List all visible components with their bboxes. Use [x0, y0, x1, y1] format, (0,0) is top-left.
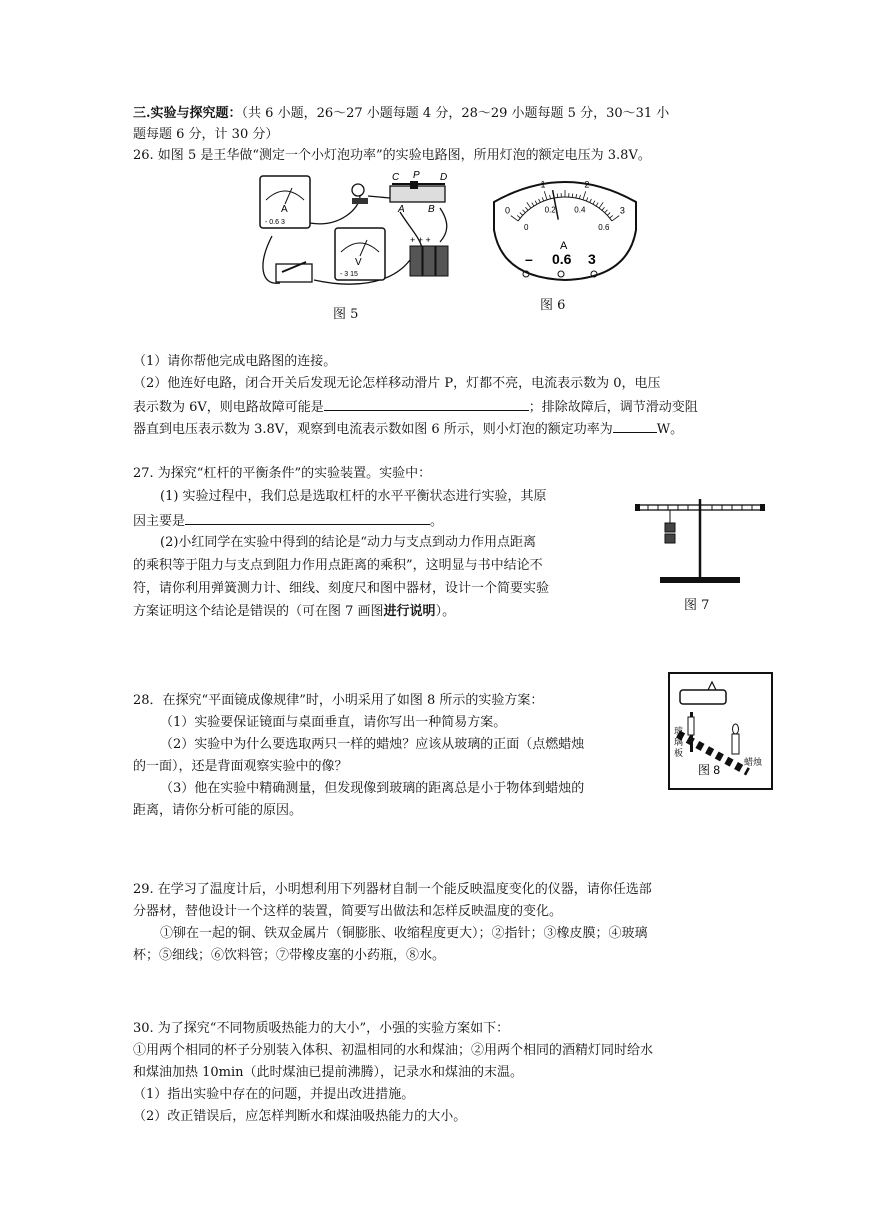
- q26-p2a: （2）他连好电路，闭合开关后发现无论怎样移动滑片 P，灯都不亮，电流表示数为 0，电压: [133, 376, 661, 391]
- section-desc-cont: 题每题 6 分，计 30 分）: [133, 127, 279, 142]
- fig7-caption: 图 7: [684, 598, 710, 613]
- section-title: 三.实验与探究题：: [133, 106, 242, 121]
- meter-terminal-3: 3: [588, 251, 596, 267]
- fig8-caption: 图 8: [698, 763, 721, 777]
- voltmeter-terminals: - 3 15: [340, 271, 358, 278]
- figure-7-lever: [630, 495, 770, 590]
- candle: [732, 734, 739, 754]
- q27-p1b: 因主要是 。: [133, 510, 443, 532]
- q28-stem: 28．在探究“平面镜成像规律”时，小明采用了如图 8 所示的实验方案：: [133, 693, 544, 708]
- q28-p2a: （2）实验中为什么要选取两只一样的蜡烛？应该从玻璃的正面（点燃蜡烛: [160, 737, 585, 752]
- q29-list2: 杯；⑤细线；⑥饮料管；⑦带橡皮塞的小药瓶，⑧水。: [133, 948, 446, 963]
- meter-tick: [572, 193, 573, 197]
- svg-text:A: A: [398, 204, 405, 215]
- q30-s2: 和煤油加热 10min（此时煤油已提前沸腾），记录水和煤油的末温。: [133, 1065, 524, 1080]
- q30-stem: 30. 为了探究“不同物质吸热能力的大小”，小强的实验方案如下：: [133, 1021, 510, 1036]
- answer-blank-power[interactable]: [613, 418, 657, 433]
- q28-p3a: （3）他在实验中精确测量，但发现像到玻璃的距离总是小于物体到蜡烛的: [160, 781, 585, 796]
- meter-terminal-neg: –: [525, 251, 533, 267]
- q26-p2c: 器直到电压表示数为 3.8V，观察到电流表示数如图 6 所示，则小灯泡的额定功率为 W。: [133, 418, 683, 440]
- battery: [410, 235, 448, 276]
- fig5-caption: 图 5: [333, 307, 359, 322]
- q28-p1: （1）实验要保证镜面与桌面垂直，请你写出一种简易方案。: [160, 715, 507, 730]
- svg-text:玻: 玻: [674, 726, 684, 736]
- q26-p1: （1）请你帮他完成电路图的连接。: [133, 354, 337, 369]
- fig6-caption: 图 6: [540, 298, 566, 313]
- meter-tick: [557, 193, 558, 197]
- meter-bottom-label: 0: [523, 222, 529, 232]
- figure-5-circuit: [250, 168, 475, 293]
- q30-p2: （2）改正错误后，应怎样判断水和煤油吸热能力的大小。: [133, 1109, 467, 1124]
- svg-text:+ + +: + + +: [410, 235, 431, 245]
- hand: [680, 690, 726, 704]
- figure-8-mirror: [668, 672, 773, 790]
- svg-text:C: C: [392, 172, 400, 183]
- meter-bottom-label: 0.6: [598, 222, 610, 232]
- svg-text:璃: 璃: [674, 737, 684, 747]
- q27-p1a: (1) 实验过程中，我们总是选取杠杆的水平平衡状态进行实验，其原: [160, 489, 547, 504]
- meter-top-label: 3: [619, 205, 625, 216]
- meter-terminal-06: 0.6: [552, 251, 572, 267]
- meter-bottom-label: 0.2: [544, 205, 556, 215]
- meter-top-label: 1: [540, 179, 546, 190]
- voltmeter-label: V: [355, 257, 362, 268]
- ammeter-label: A: [281, 204, 288, 215]
- svg-text:蜡烛: 蜡烛: [744, 757, 763, 767]
- figure-6-ammeter: [490, 160, 640, 285]
- q27-p2d: 方案证明这个结论是错误的（可在图 7 画图进行说明）。: [133, 604, 456, 619]
- hook-weight-1: [665, 523, 675, 532]
- lamp: [352, 184, 364, 196]
- answer-blank-reason[interactable]: [185, 510, 430, 525]
- q27-p2c: 符，请你利用弹簧测力计、细线、刻度尺和图中器材，设计一个简要实验: [133, 581, 550, 596]
- candle-flame: [733, 724, 739, 734]
- meter-top-label: 0: [505, 205, 511, 216]
- section-header: [133, 104, 669, 124]
- meter-unit: A: [560, 240, 568, 252]
- meter-bottom-label: 0.4: [574, 205, 586, 215]
- q29-stem1: 29. 在学习了温度计后，小明想利用下列器材自制一个能反映温度变化的仪器，请你任选部: [133, 882, 652, 897]
- q28-p3b: 距离，请你分析可能的原因。: [133, 803, 303, 818]
- svg-text:板: 板: [674, 748, 684, 758]
- ammeter-terminals: - 0.6 3: [265, 219, 285, 226]
- q27-stem: 27. 为探究“杠杆的平衡条件”的实验装置。实验中：: [133, 466, 432, 481]
- q26-stem: 26. 如图 5 是王华做“测定一个小灯泡功率”的实验电路图，所用灯泡的额定电压为 3.8V。: [133, 148, 651, 163]
- svg-text:D: D: [440, 172, 448, 183]
- q29-list1: ①铆在一起的铜、铁双金属片（铜膨胀、收缩程度更大）；②指针；③橡皮膜；④玻璃: [160, 926, 648, 941]
- q30-s1: ①用两个相同的杯子分别装入体积、初温相同的水和煤油；②用两个相同的酒精灯同时给水: [133, 1043, 654, 1058]
- q27-p2b: 的乘积等于阻力与支点到阻力作用点距离的乘积”，这明显与书中结论不: [133, 558, 543, 573]
- candle-image: [688, 717, 694, 735]
- q26-p2b: 表示数为 6V，则电路故障可能是 ；排除故障后，调节滑动变阻: [133, 396, 698, 418]
- q29-stem2: 分器材，替他设计一个这样的装置，简要写出做法和怎样反映温度的变化。: [133, 904, 563, 919]
- hook-weight-2: [665, 534, 675, 543]
- answer-blank-fault[interactable]: [324, 396, 529, 411]
- svg-text:B: B: [428, 204, 435, 215]
- q30-p1: （1）指出实验中存在的问题，并提出改进措施。: [133, 1087, 415, 1102]
- section-desc: （共 6 小题，26～27 小题每题 4 分，28～29 小题每题 5 分，30～31 小: [241, 106, 670, 121]
- q27-p2a: (2)小红同学在实验中得到的结论是“动力与支点到动力作用点距离: [160, 535, 537, 550]
- q28-p2b: 的一面），还是背面观察实验中的像？: [133, 759, 348, 774]
- meter-top-label: 2: [584, 179, 590, 190]
- svg-text:P: P: [413, 170, 420, 181]
